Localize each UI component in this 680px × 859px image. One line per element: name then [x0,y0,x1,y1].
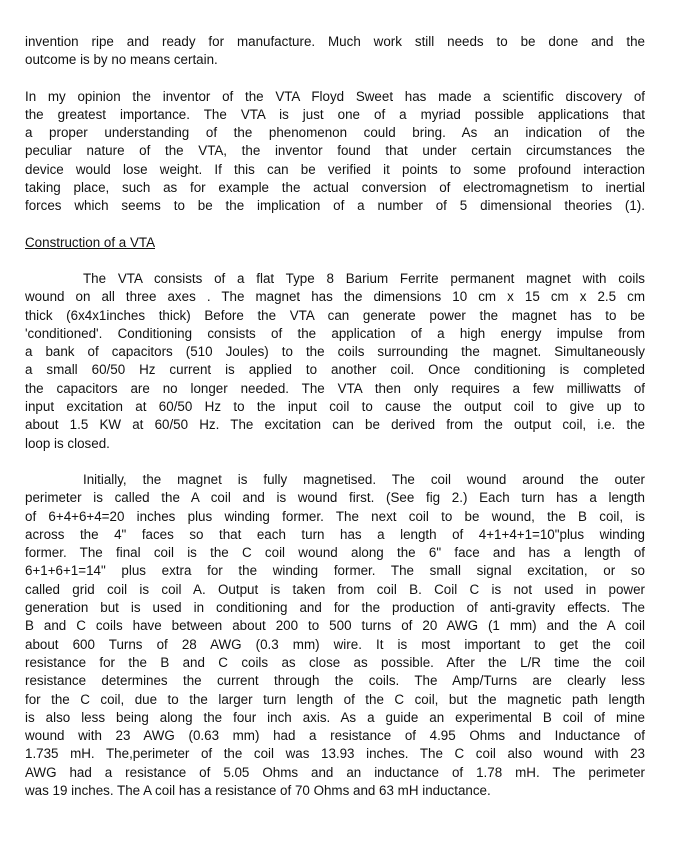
text-line: 6+1+6+1=14" plus extra for the winding former. The small signal excitation, or so [25,563,645,579]
text-line: forces which seems to be the implication of a number of 5 dimensional theories (1). [25,198,645,214]
text-line: B and C coils have between about 200 to 500 turns of 20 AWG (1 mm) and the A coil [25,618,645,634]
text-line: loop is closed. [25,435,110,451]
text-line: perimeter is called the A coil and is wound first. (See fig 2.) Each turn has a length [25,490,645,506]
text-line: outcome is by no means certain. [25,52,218,68]
text-line: about 600 Turns of 28 AWG (0.3 mm) wire. It is most important to get the coil [25,636,645,652]
text-line: input excitation at 60/50 Hz to the input coil to cause the output coil to give up to [25,399,645,415]
paragraph-construction [25,270,645,453]
text-line: is also less being along the four inch axis. As a guide an experimental B coil of mine [25,709,645,725]
text-line: wound with 23 AWG (0.63 mm) had a resistance of 4.95 Ohms and Inductance of [25,728,645,744]
text-line: of 6+4+6+4=20 inches plus winding former. The next coil to be wound, the B coil, is [25,508,645,524]
paragraph-coils [25,471,645,800]
section-heading: Construction of a VTA [25,234,155,250]
text-line: 'conditioned'. Conditioning consists of the application of a high energy impulse from [25,325,645,341]
text-line: In my opinion the inventor of the VTA Floyd Sweet has made a scientific discovery of [25,88,645,104]
text-line: the greatest importance. The VTA is just one of a myriad possible applications that [25,106,645,122]
paragraph-intro-end [25,33,645,70]
text-line: peculiar nature of the VTA, the inventor found that under certain circumstances the [25,143,645,159]
text-line: invention ripe and ready for manufacture. Much work still needs to be done and the [25,34,645,49]
text-line: taking place, such as for example the actual conversion of electromagnetism to inertial [25,180,645,196]
text-line: a small 60/50 Hz current is applied to another coil. Once conditioning is completed [25,362,645,378]
text-line: wound on all three axes . The magnet has the dimensions 10 cm x 15 cm x 2.5 cm [25,289,645,305]
text-line: former. The final coil is the C coil wound along the 6" face and has a length of [25,545,645,561]
text-line: resistance determines the current through the coils. The Amp/Turns are clearly less [25,673,645,689]
text-line: resistance for the B and C coils as close as possible. After the L/R time the coil [25,654,645,670]
text-line: called grid coil is coil A. Output is taken from coil B. Coil C is not used in power [25,581,645,597]
text-line: thick (6x4x1inches thick) Before the VTA can generate power the magnet has to be [25,307,645,323]
text-line: for the C coil, due to the larger turn length of the C coil, but the magnetic path length [25,691,645,707]
text-line: a bank of capacitors (510 Joules) to the coils surrounding the magnet. Simultaneously [25,344,645,360]
document-page [25,33,645,800]
text-line: The VTA consists of a flat Type 8 Barium Ferrite permanent magnet with coils [83,270,645,286]
text-line: a proper understanding of the phenomenon could bring. As an indication of the [25,125,645,141]
paragraph-opinion [25,88,645,216]
text-line: was 19 inches. The A coil has a resistance of 70 Ohms and 63 mH inductance. [25,782,491,798]
text-line: 1.735 mH. The,perimeter of the coil was 13.93 inches. The C coil also wound with 23 [25,746,645,762]
text-line: Initially, the magnet is fully magnetised. The coil wound around the outer [83,471,645,487]
text-line: about 1.5 KW at 60/50 Hz. The excitation can be derived from the output coil, i.e. the [25,417,645,433]
text-line: device would lose weight. If this can be verified it points to some profound interaction [25,161,645,177]
text-line: AWG had a resistance of 5.05 Ohms and an inductance of 1.78 mH. The perimeter [25,764,645,780]
text-line: the capacitors are no longer needed. The VTA then only requires a few milliwatts of [25,380,645,396]
text-line: across the 4" faces so that each turn has a length of 4+1+4+1=10"plus winding [25,526,645,542]
text-line: generation but is used in conditioning and for the production of anti-gravity effects. The [25,600,645,616]
